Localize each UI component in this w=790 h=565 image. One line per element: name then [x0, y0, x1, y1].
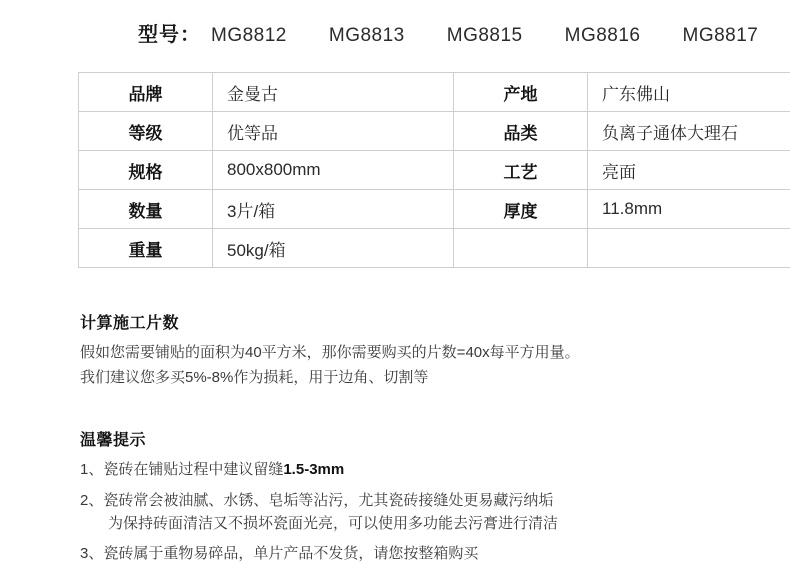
spec-key: 品牌: [79, 73, 213, 112]
spec-table-wrapper: [78, 72, 712, 268]
spec-key: 数量: [79, 190, 213, 229]
table-row: [79, 151, 790, 190]
spec-key: 品类: [454, 112, 588, 151]
tip-1-text: 1、瓷砖在铺贴过程中建议留缝: [80, 461, 283, 478]
spec-key: 工艺: [454, 151, 588, 190]
spec-value: 优等品: [213, 112, 454, 151]
calculation-line-2: 我们建议您多买5%-8%作为损耗，用于边角、切割等: [80, 367, 720, 390]
spec-table: [78, 72, 790, 268]
tip-item-sub: 为保持砖面清洁又不损坏瓷面光亮，可以使用多功能去污膏进行清洁: [108, 513, 720, 535]
spec-value: 800x800mm: [213, 151, 454, 190]
spec-value: 亮面: [588, 151, 790, 190]
tip-item: 2、瓷砖常会被油腻、水锈、皂垢等沾污，尤其瓷砖接缝处更易藏污纳垢: [80, 490, 720, 512]
spec-value: 11.8mm: [588, 190, 790, 229]
spec-key: 等级: [79, 112, 213, 151]
spec-key: 重量: [79, 229, 213, 268]
model-item: MG8816: [565, 25, 641, 47]
model-label: 型号：: [138, 18, 201, 47]
tip-item: [80, 459, 720, 481]
table-row: [79, 73, 790, 112]
calculation-title: 计算施工片数: [80, 310, 720, 333]
spec-value-empty: [588, 229, 790, 268]
table-row: [79, 229, 790, 268]
tip-1-emphasis: 1.5-3mm: [283, 461, 344, 478]
spec-value: 广东佛山: [588, 73, 790, 112]
spec-value: 50kg/箱: [213, 229, 454, 268]
model-item: MG8812: [211, 25, 287, 47]
model-item: MG8813: [329, 25, 405, 47]
model-item: MG8815: [447, 25, 523, 47]
model-header: [0, 0, 790, 47]
tip-item: 3、瓷砖属于重物易碎品，单片产品不发货，请您按整箱购买: [80, 543, 720, 565]
spec-key: 厚度: [454, 190, 588, 229]
spec-key: 产地: [454, 73, 588, 112]
tips-section: [80, 427, 720, 565]
spec-value: 金曼古: [213, 73, 454, 112]
spec-key-empty: [454, 229, 588, 268]
spec-value: 负离子通体大理石: [588, 112, 790, 151]
spec-key: 规格: [79, 151, 213, 190]
calculation-line-1: 假如您需要铺贴的面积为40平方米，那你需要购买的片数=40x每平方用量。: [80, 342, 720, 365]
model-list: [211, 25, 758, 47]
spec-value: 3片/箱: [213, 190, 454, 229]
table-row: [79, 112, 790, 151]
calculation-section: [80, 310, 720, 389]
table-row: [79, 190, 790, 229]
model-item: MG8817: [683, 25, 759, 47]
tips-title: 温馨提示: [80, 427, 720, 450]
